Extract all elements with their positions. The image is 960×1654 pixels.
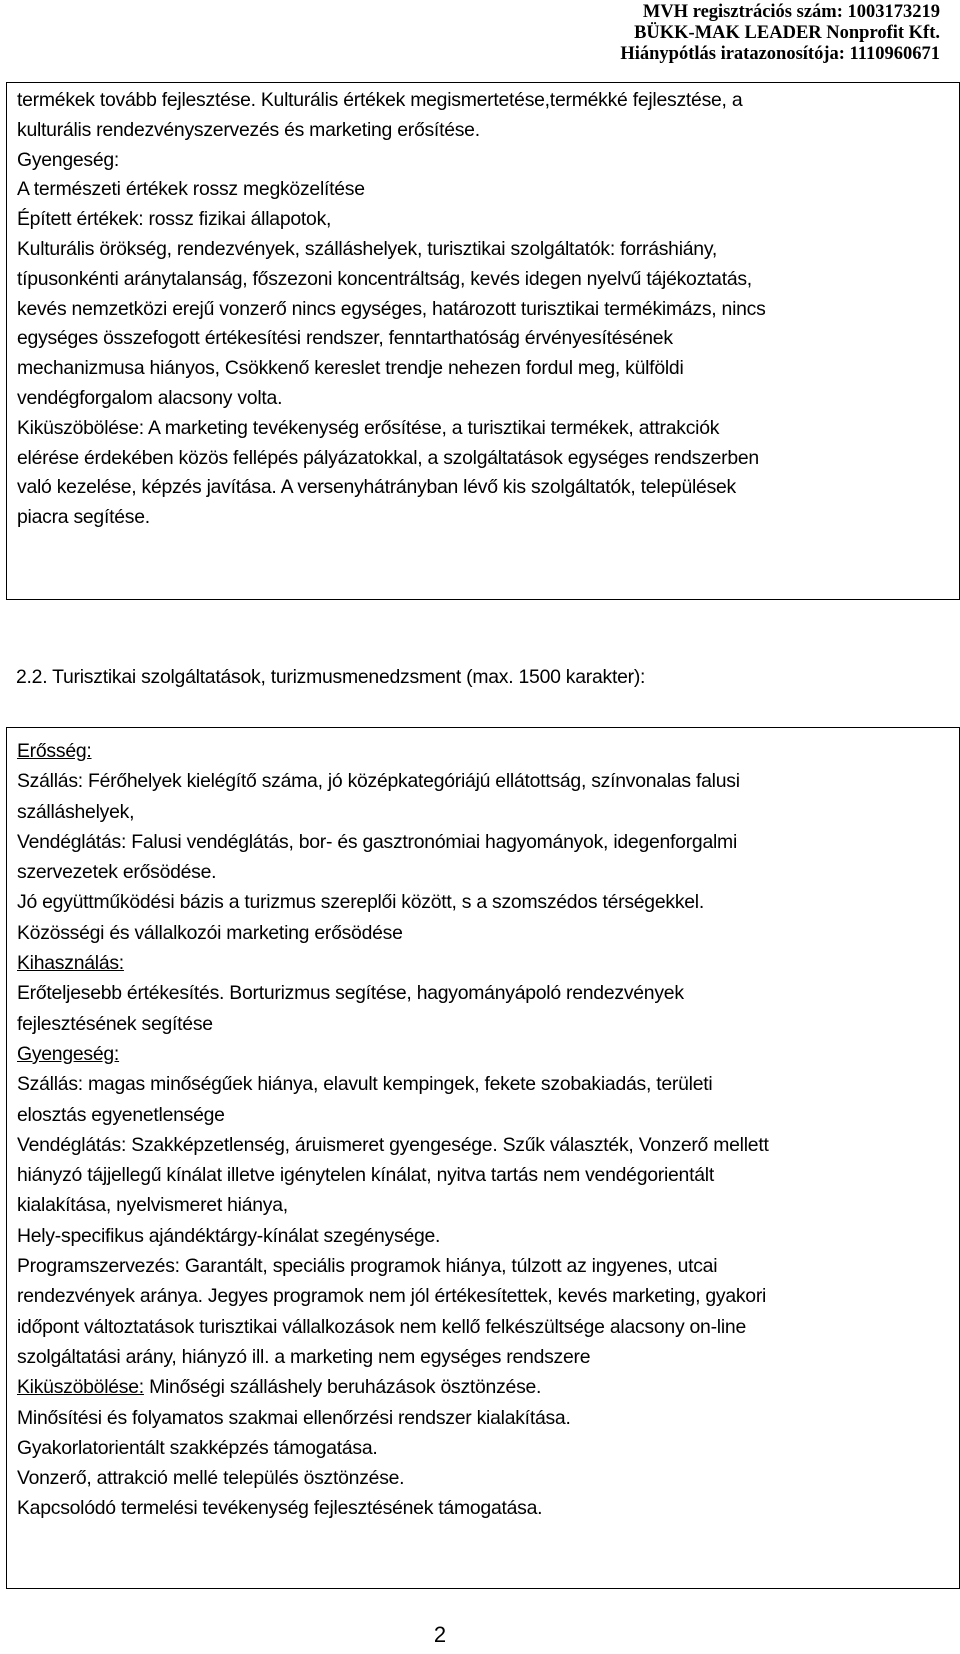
fix-first-line xyxy=(17,1372,949,1402)
use-label: Kihasználás: xyxy=(17,952,124,975)
page-header xyxy=(620,2,940,65)
strength-line: szervezetek erősödése. xyxy=(17,861,217,884)
strength-line: Közösségi és vállalkozói marketing erősödése xyxy=(17,921,403,944)
text-line: típusonkénti aránytalanság, főszezoni koncentráltság, kevés idegen nyelvű tájékoztatás, xyxy=(17,267,752,290)
weakness-line: Szállás: magas minőségűek hiánya, elavult kempingek, fekete szobakiadás, területi xyxy=(17,1073,713,1096)
tourism-services-box xyxy=(6,727,960,1589)
text-line: Épített értékek: rossz fizikai állapotok, xyxy=(17,208,332,231)
text-line: A természeti értékek rossz megközelítése xyxy=(17,178,365,201)
use-line: fejlesztésének segítése xyxy=(17,1012,213,1035)
text-line: termékek tovább fejlesztése. Kulturális értékek megismertetése,termékké fejlesztése, a xyxy=(17,89,743,111)
text-line: elérése érdekében közös fellépés pályázatokkal, a szolgáltatások egységes rendszerben xyxy=(17,446,759,469)
weakness-line: időpont változtatások turisztikai vállalkozások nem kellő felkészültsége alacsony on-line xyxy=(17,1315,746,1338)
fix-line: Gyakorlatorientált szakképzés támogatása. xyxy=(17,1436,378,1459)
organization-name: BÜKK-MAK LEADER Nonprofit Kft. xyxy=(634,23,940,43)
weakness-line: hiányzó tájjellegű kínálat illetve igénytelen kínálat, nyitva tartás nem vendégorientált xyxy=(17,1164,714,1187)
fix-label: Kiküszöbölése: xyxy=(17,1376,144,1399)
text-line: Kulturális örökség, rendezvények, szálláshelyek, turisztikai szolgáltatók: forráshiány, xyxy=(17,237,717,260)
continued-text-box xyxy=(6,82,960,600)
text-line: mechanizmusa hiányos, Csökkenő kereslet trendje nehezen fordul meg, külföldi xyxy=(17,357,684,380)
strength-label: Erősség: xyxy=(17,740,92,762)
fix-line: Kapcsolódó termelési tevékenység fejlesztésének támogatása. xyxy=(17,1497,543,1520)
strength-line: Jó együttműködési bázis a turizmus szereplői között, s a szomszédos térségekkel. xyxy=(17,891,704,914)
page-number: 2 xyxy=(433,1622,447,1647)
weakness-line: Programszervezés: Garantált, speciális programok hiánya, túlzott az ingyenes, utcai xyxy=(17,1255,718,1278)
text-line: vendégforgalom alacsony volta. xyxy=(17,386,283,409)
text-line: Kiküszöbölése: A marketing tevékenység erősítése, a turisztikai termékek, attrakciók xyxy=(17,416,720,439)
strength-line: Vendéglátás: Falusi vendéglátás, bor- és gasztronómiai hagyományok, idegenforgalmi xyxy=(17,830,738,853)
weakness-line: kialakítása, nyelvismeret hiánya, xyxy=(17,1194,288,1217)
fix-line: Vonzerő, attrakció mellé település ösztönzése. xyxy=(17,1467,405,1490)
document-id: Hiánypótlás iratazonosítója: 1110960671 xyxy=(620,44,940,64)
weakness-label: Gyengeség: xyxy=(17,1042,120,1065)
section-heading: 2.2. Turisztikai szolgáltatások, turizmusmenedzsment (max. 1500 karakter): xyxy=(16,666,646,688)
weakness-line: szolgáltatási arány, hiányzó ill. a marketing nem egységes rendszere xyxy=(17,1345,591,1368)
fix-line: Minősítési és folyamatos szakmai ellenőrzési rendszer kialakítása. xyxy=(17,1406,571,1429)
text-line: piacra segítése. xyxy=(17,506,150,529)
use-line: Erőteljesebb értékesítés. Borturizmus segítése, hagyományápoló rendezvények xyxy=(17,982,684,1005)
weakness-line: elosztás egyenetlensége xyxy=(17,1103,225,1126)
registration-number: MVH regisztrációs szám: 1003173219 xyxy=(642,2,940,22)
text-line: kevés nemzetközi erejű vonzerő nincs egységes, határozott turisztikai termékimázs, nincs xyxy=(17,297,766,320)
weakness-line: rendezvények aránya. Jegyes programok nem jól értékesítettek, kevés marketing, gyakori xyxy=(17,1285,767,1308)
text-line: Gyengeség: xyxy=(17,148,120,171)
strength-line: Szállás: Férőhelyek kielégítő száma, jó középkategóriájú ellátottság, színvonalas falusi xyxy=(17,770,740,793)
strength-line: szálláshelyek, xyxy=(17,800,135,823)
text-line: való kezelése, képzés javítása. A versenyhátrányban lévő kis szolgáltatók, települések xyxy=(17,476,736,499)
text-line: egységes összefogott értékesítési rendszer, fenntarthatóság érvényesítésének xyxy=(17,327,673,350)
fix-first-text: Minőségi szálláshely beruházások ösztönzése. xyxy=(143,1376,542,1399)
weakness-line: Vendéglátás: Szakképzetlenség, áruismeret gyengesége. Szűk választék, Vonzerő mellett xyxy=(17,1133,769,1156)
text-line: kulturális rendezvényszervezés és marketing erősítése. xyxy=(17,118,480,141)
weakness-line: Hely-specifikus ajándéktárgy-kínálat szegénysége. xyxy=(17,1224,441,1247)
